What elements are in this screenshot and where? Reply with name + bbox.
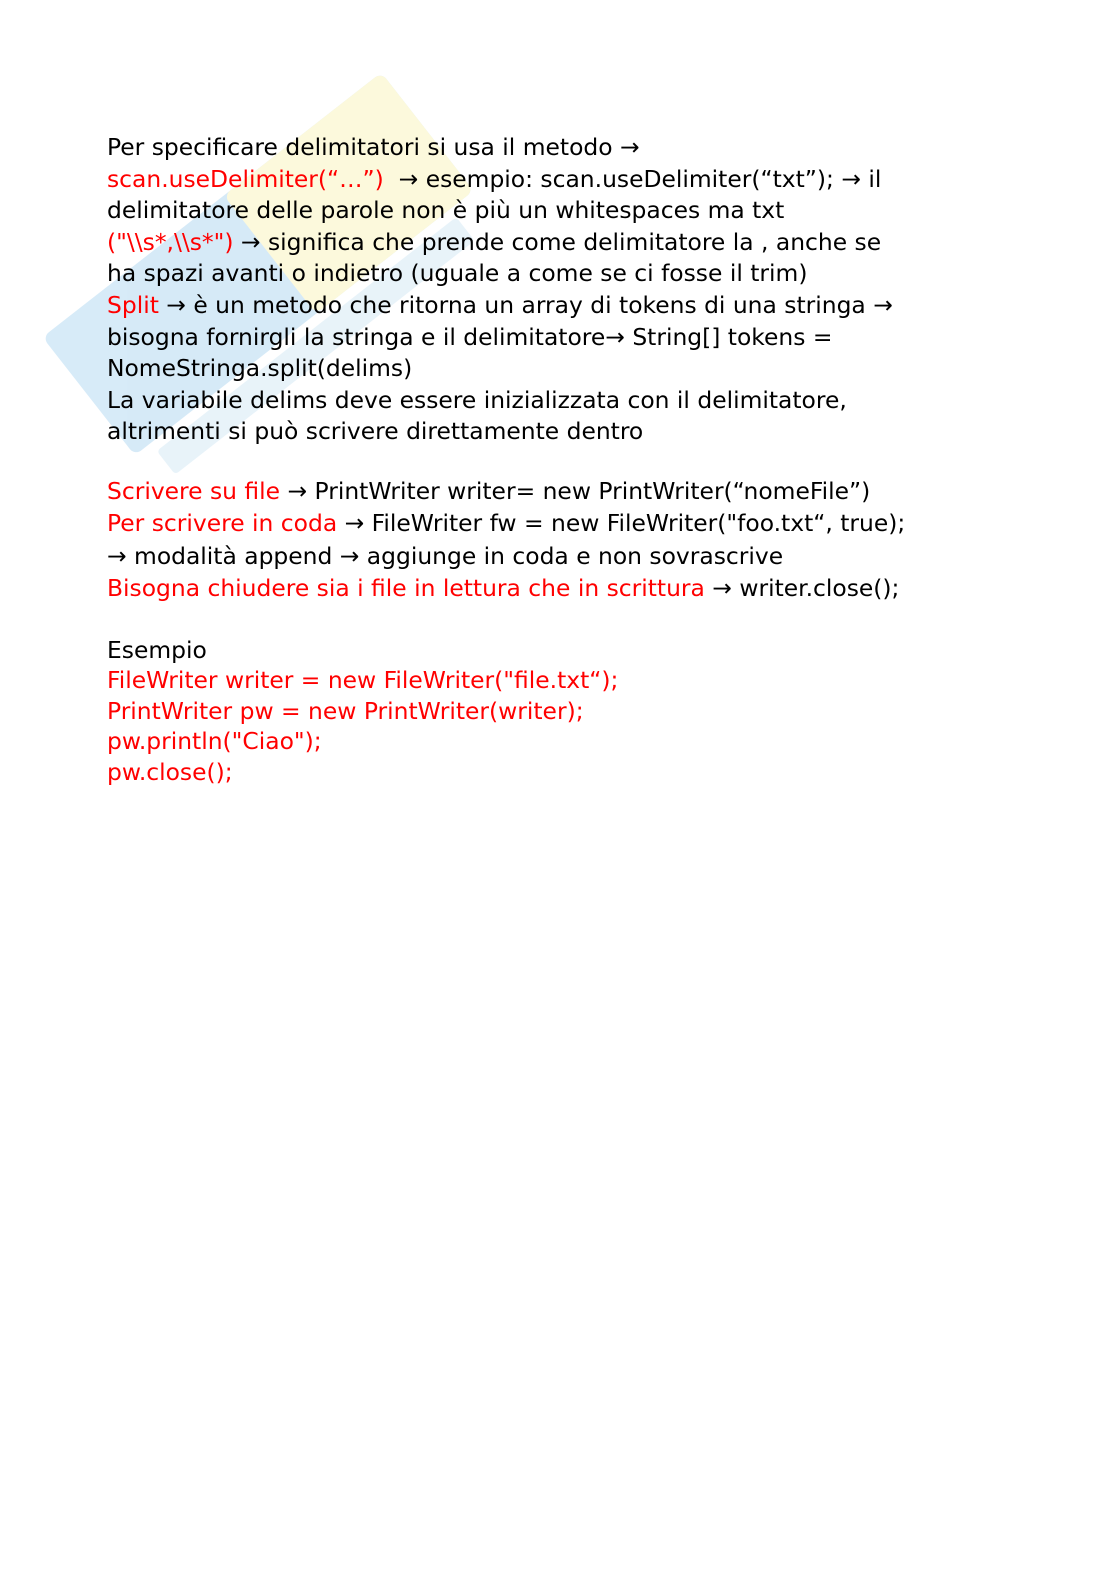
text: → esempio: scan.useDelimiter(“txt”); → il — [383, 164, 882, 193]
highlighted-term: Bisogna chiudere sia i file in lettura che in scrittura — [107, 574, 705, 603]
text: ha spazi avanti o indietro (uguale a come se ci fosse il trim) — [107, 259, 808, 288]
section-example — [107, 635, 618, 787]
highlighted-code: ("\\s*,\\s*") — [107, 227, 234, 256]
text-line — [107, 290, 893, 322]
text-line — [107, 353, 893, 385]
text-line — [107, 416, 893, 448]
text-line — [107, 385, 893, 417]
highlighted-code: scan.useDelimiter(“…”) — [107, 164, 384, 193]
text-line — [107, 322, 893, 354]
text-line — [107, 475, 905, 507]
text: delimitatore delle parole non è più un whitespaces ma txt — [107, 196, 785, 225]
code-line: FileWriter writer = new FileWriter("file.txt“); — [107, 666, 619, 695]
highlighted-term: Per scrivere in coda — [107, 509, 338, 538]
text-line — [107, 572, 905, 604]
text: → FileWriter fw = new FileWriter("foo.txt“, true); — [337, 509, 906, 538]
text-line — [107, 227, 893, 259]
text: bisogna fornirgli la stringa e il delimitatore→ String[] tokens = — [107, 322, 833, 351]
text-line — [107, 132, 893, 164]
text: → significa che prende come delimitatore la , anche se — [233, 227, 882, 256]
code-line: PrintWriter pw = new PrintWriter(writer); — [107, 696, 584, 725]
text: → writer.close(); — [704, 574, 900, 603]
text-line — [107, 195, 893, 227]
highlighted-term: Split — [107, 290, 159, 319]
text: Per specificare delimitatori si usa il metodo → — [107, 133, 640, 161]
code-line: pw.println("Ciao"); — [107, 727, 322, 756]
text-line — [107, 258, 893, 290]
text-line — [107, 507, 905, 539]
example-title: Esempio — [107, 636, 207, 664]
section-writing-files — [107, 475, 905, 605]
text-line — [107, 540, 905, 572]
code-line: pw.close(); — [107, 757, 233, 786]
text: → PrintWriter writer= new PrintWriter(“nomeFile”) — [280, 477, 871, 505]
text: → modalità append → aggiunge in coda e non sovrascrive — [107, 541, 784, 570]
section-delimiters — [107, 132, 893, 448]
text-line — [107, 164, 893, 196]
text: NomeStringa.split(delims) — [107, 354, 413, 383]
text: → è un metodo che ritorna un array di tokens di una stringa → — [158, 290, 893, 319]
text: La variabile delims deve essere inizializzata con il delimitatore, — [107, 385, 847, 414]
text: altrimenti si può scrivere direttamente dentro — [107, 417, 644, 446]
highlighted-term: Scrivere su file — [107, 477, 281, 505]
